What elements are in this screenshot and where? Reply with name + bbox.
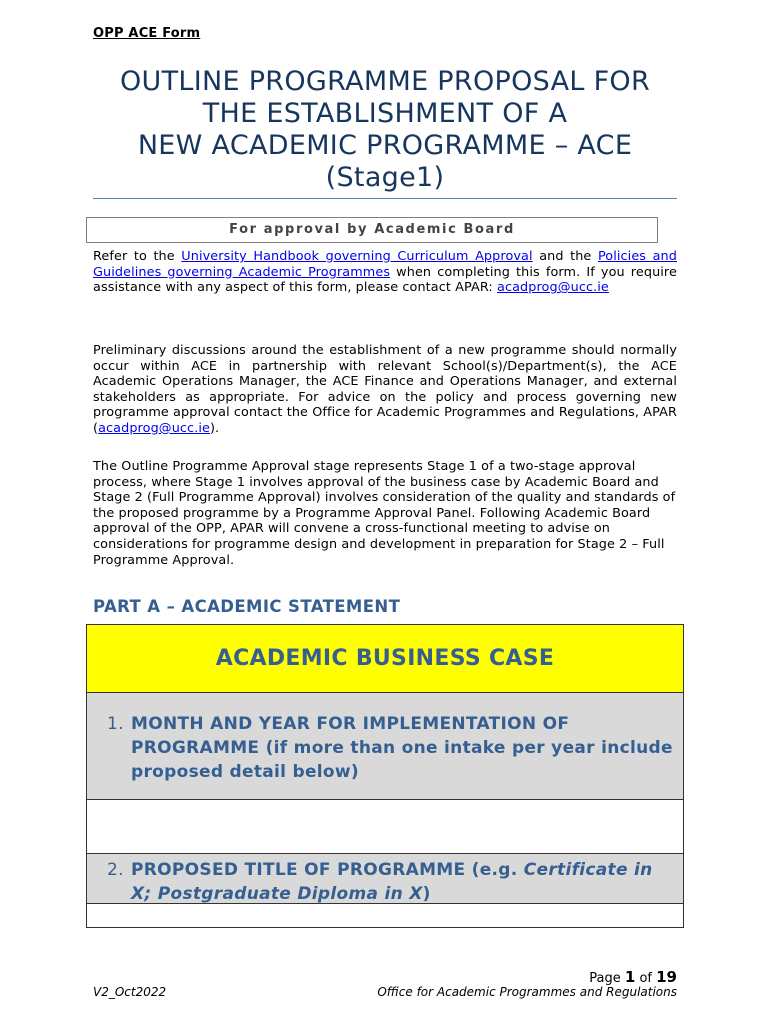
page-word: Page (589, 971, 621, 986)
part-a-heading: PART A – ACADEMIC STATEMENT (93, 597, 401, 616)
para1-text-3: when completing this form. If you require assistance with any aspect of this form, please contact APAR: (93, 264, 677, 296)
title-line-1: OUTLINE PROGRAMME PROPOSAL FOR (119, 66, 651, 97)
question-2-number: 2. (107, 860, 124, 880)
para1-text-1: Refer to the (93, 249, 182, 264)
question-1-number: 1. (107, 714, 124, 734)
title-line-3: NEW ACADEMIC PROGRAMME – ACE (137, 130, 633, 161)
question-2-close: ) (422, 884, 431, 904)
answer-field-2[interactable] (87, 904, 683, 927)
stage-paragraph: The Outline Programme Approval stage represents Stage 1 of a two-stage approval process, where Stage 1 involves approval of the business case by Academic Board and Stage 2 (Full Programme Approval) involves consideration of the quality and standards of the proposed programme by a Programme Approval Panel. Following Academic Board approval of the OPP, APAR will convene a cross-functional meeting to advise on considerations for programme design and development in preparation for Stage 2 – Full Programme Approval. (93, 459, 676, 568)
email-link-2[interactable]: acadprog@ucc.ie (98, 420, 210, 436)
para1-text-2: and the (532, 249, 598, 264)
approval-box: For approval by Academic Board (86, 217, 658, 243)
policies-guidelines-link[interactable]: Policies and Guidelines governing Academic Programmes (93, 249, 677, 280)
page-current: 1 (624, 968, 636, 986)
question-1-text: MONTH AND YEAR FOR IMPLEMENTATION OF PROGRAMME (if more than one intake per year include proposed detail below) (131, 714, 673, 782)
question-2 (107, 858, 673, 906)
intro-paragraph (93, 249, 677, 296)
email-link[interactable]: acadprog@ucc.ie (497, 280, 609, 296)
para2-text-2: ). (209, 420, 220, 436)
question-2-italic: Certificate in X; Postgraduate Diploma in X (131, 860, 653, 904)
title-line-2: THE ESTABLISHMENT OF A (202, 98, 568, 129)
page-title (93, 66, 677, 194)
question-row-2 (87, 854, 683, 904)
office-label: Office for Academic Programmes and Regulations (377, 985, 677, 999)
title-line-4: (Stage1) (325, 162, 445, 193)
preliminary-paragraph (93, 343, 677, 437)
page-total: 19 (656, 968, 677, 986)
title-divider (93, 198, 677, 199)
page-of: of (639, 971, 652, 986)
business-case-table (86, 624, 684, 928)
para2-text-1: Preliminary discussions around the establishment of a new programme should normally occur within ACE in partnership with relevant School(s)/Department(s), the ACE Academic Operations Manager, the ACE Finance and Operations Manager, and external stakeholders as appropriate. For advice on the policy and process governing new programme approval contact the Office for Academic Programmes and Regulations, APAR ( (93, 343, 677, 436)
table-header: ACADEMIC BUSINESS CASE (215, 646, 555, 671)
question-row-1 (87, 693, 683, 800)
table-header-row (87, 625, 683, 693)
question-2-text (107, 858, 673, 906)
version-label: V2_Oct2022 (93, 985, 167, 999)
question-2-plain: PROPOSED TITLE OF PROGRAMME (e.g. (131, 860, 524, 880)
question-1 (107, 712, 673, 784)
form-label: OPP ACE Form (93, 26, 201, 41)
curriculum-handbook-link[interactable]: University Handbook governing Curriculum Approval (181, 249, 533, 264)
page-number (589, 968, 677, 986)
answer-field-1[interactable] (87, 800, 683, 854)
